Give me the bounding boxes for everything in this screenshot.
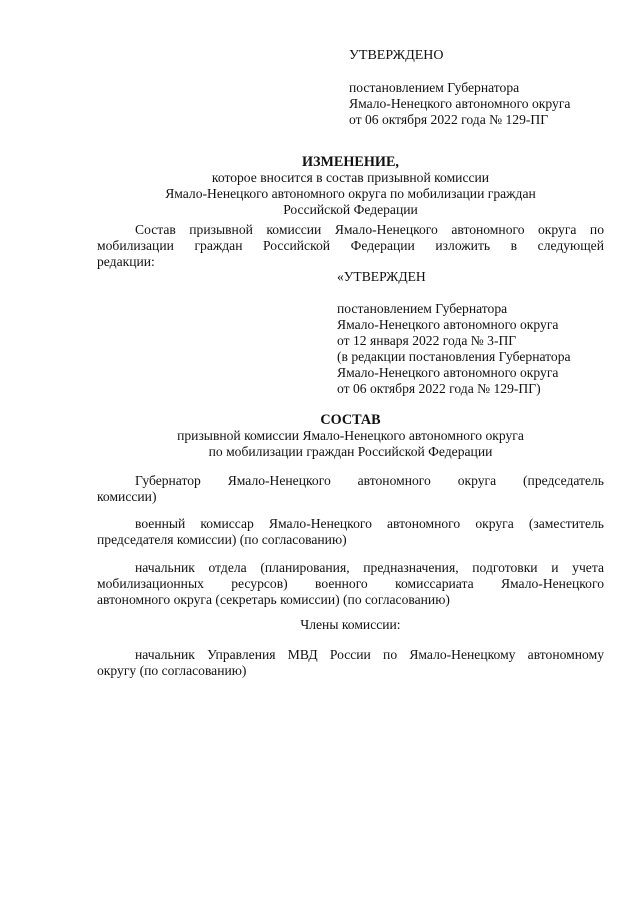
member-line: военный комиссар Ямало-Ненецкого автономного округа (заместитель [135,516,604,531]
approval-line: Ямало-Ненецкого автономного округа [349,96,571,111]
amendment-subtitle-line: которое вносится в состав призывной комиссии [211,170,490,185]
intro-line: Состав призывной комиссии Ямало-Ненецкого автономного округа по [135,222,604,237]
approval-stamp-inner [337,269,607,397]
approval-line: от 06 октября 2022 года № 129-ПГ) [337,381,541,396]
member-line: мобилизационных ресурсов) военного комиссариата Ямало-Ненецкого [97,576,604,591]
member-line: председателя комиссии) (по согласованию) [97,532,347,547]
member-deputy [97,516,604,548]
member-line: комиссии) [97,489,157,504]
member-mvd [97,647,604,679]
composition-title-block [97,412,604,460]
composition-subtitle-line: по мобилизации граждан Российской Федерации [208,444,493,459]
approval-line: Ямало-Ненецкого автономного округа [337,365,559,380]
member-line: округу (по согласованию) [97,663,247,678]
amendment-title: ИЗМЕНЕНИЕ, [302,154,399,170]
intro-paragraph [97,222,604,270]
member-secretary [97,560,604,608]
approval-line: постановлением Губернатора [349,80,520,95]
amendment-subtitle-line: Ямало-Ненецкого автономного округа по мобилизации граждан [165,186,536,201]
member-chair [97,473,604,505]
member-line: автономного округа (секретарь комиссии) (по согласованию) [97,592,450,607]
amendment-subtitle-line: Российской Федерации [283,202,418,217]
approval-stamp-top [349,48,619,128]
approval-line: от 12 января 2022 года № 3-ПГ [337,333,517,348]
composition-title: СОСТАВ [320,412,381,428]
approval-line: постановлением Губернатора [337,301,508,316]
amendment-title-block [97,154,604,218]
intro-line: редакции: [97,254,155,269]
approval-heading: УТВЕРЖДЕНО [349,48,444,63]
members-heading: Члены комиссии: [300,617,401,632]
approval-line: от 06 октября 2022 года № 129-ПГ [349,112,549,127]
intro-line: мобилизации граждан Российской Федерации изложить в следующей [97,238,604,253]
member-line: начальник отдела (планирования, предназначения, подготовки и учета [135,560,604,575]
member-line: Губернатор Ямало-Ненецкого автономного округа (председатель [135,473,604,488]
member-line: начальник Управления МВД России по Ямало-Ненецкому автономному [135,647,604,662]
approval-line: Ямало-Ненецкого автономного округа [337,317,559,332]
composition-subtitle-line: призывной комиссии Ямало-Ненецкого автономного округа [177,428,524,443]
approval-line: (в редакции постановления Губернатора [337,349,571,364]
approval-heading: «УТВЕРЖДЕН [337,269,426,284]
members-heading-block [97,617,604,633]
